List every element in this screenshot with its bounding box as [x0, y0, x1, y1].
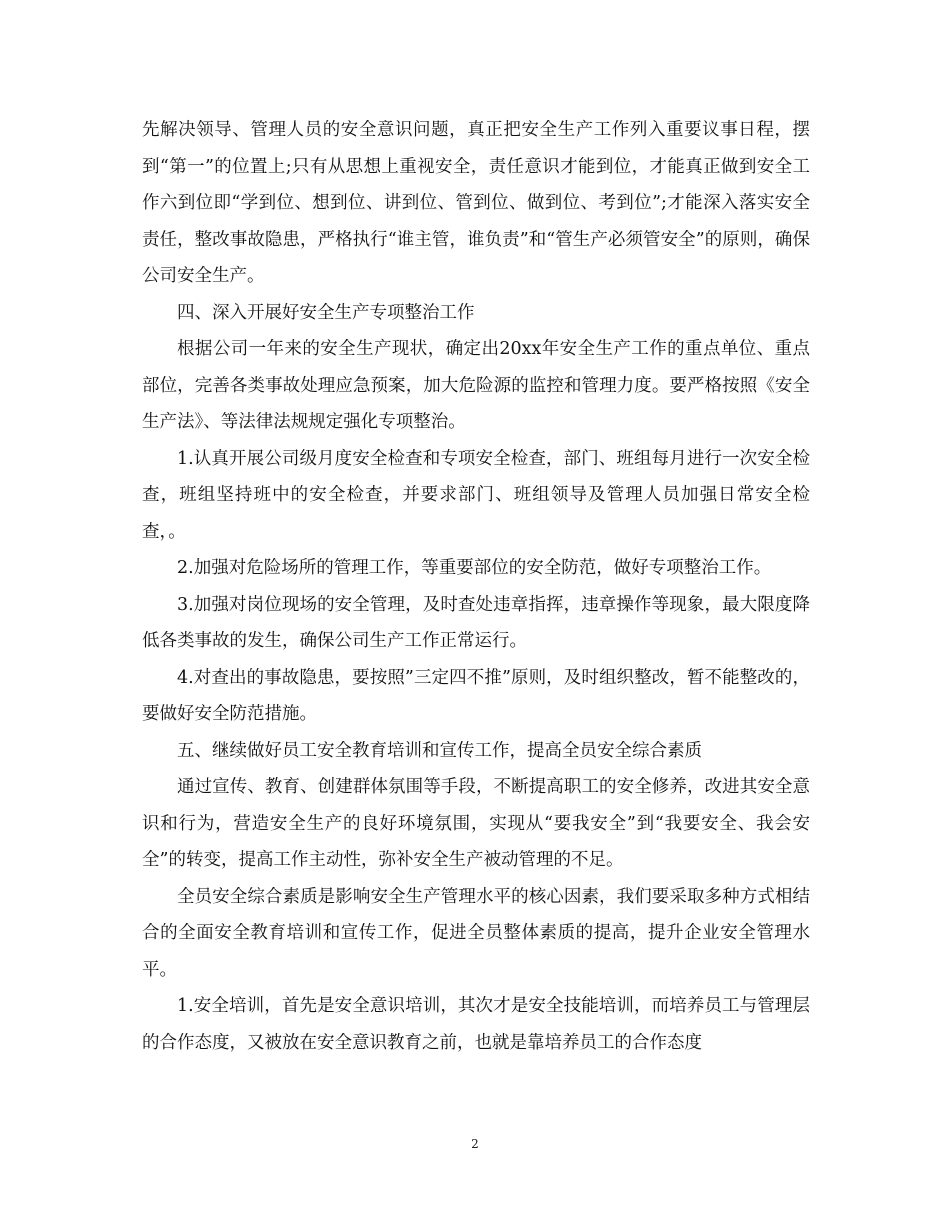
paragraph: 先解决领导、管理人员的安全意识问题，真正把安全生产工作列入重要议事日程，摆到“第一”的位置上;只有从思想上重视安全，责任意识才能到位，才能真正做到安全工作六到位即“学到位、想到位、讲到位、管到位、做到位、考到位”;才能深入落实安全责任，整改事故隐患，严格执行“谁主管，谁负责”和“管生产必须管安全”的原则，确保公司安全生产。	[142, 120, 810, 286]
list-item: 3.加强对岗位现场的安全管理，及时查处违章指挥，违章操作等现象，最大限度降低各类事故的发生，确保公司生产工作正常运行。	[142, 594, 810, 651]
document-body	[142, 112, 810, 1061]
list-item: 1.安全培训，首先是安全意识培训，其次才是安全技能培训，而培养员工与管理层的合作态度，又被放在安全意识教育之前，也就是靠培养员工的合作态度	[142, 996, 810, 1053]
section-heading: 四、深入开展好安全生产专项整治工作	[177, 302, 475, 323]
paragraph: 通过宣传、教育、创建群体氛围等手段，不断提高职工的安全修养，改进其安全意识和行为，营造安全生产的良好环境氛围，实现从“要我安全”到“我要安全、我会安全”的转变，提高工作主动性，弥补安全生产被动管理的不足。	[142, 777, 810, 870]
list-item: 4.对查出的事故隐患，要按照”三定四不推”原则，及时组织整改，暂不能整改的，要做好安全防范措施。	[142, 667, 810, 724]
list-item: 2.加强对危险场所的管理工作，等重要部位的安全防范，做好专项整治工作。	[177, 558, 772, 578]
paragraph: 全员安全综合素质是影响安全生产管理水平的核心因素，我们要采取多种方式相结合的全面安全教育培训和宣传工作，促进全员整体素质的提高，提升企业安全管理水平。	[142, 886, 810, 980]
paragraph: 根据公司一年来的安全生产现状，确定出20xx年安全生产工作的重点单位、重点部位，完善各类事故处理应急预案，加大危险源的监控和管理力度。要严格按照《安全生产法》、等法律法规规定强化专项整治。	[142, 339, 810, 432]
section-heading: 五、继续做好员工安全教育培训和宣传工作，提高全员安全综合素质	[177, 740, 702, 761]
list-item: 1.认真开展公司级月度安全检查和专项安全检查，部门、班组每月进行一次安全检查，班组坚持班中的安全检查，并要求部门、班组领导及管理人员加强日常安全检查，。	[142, 448, 810, 542]
page-number: 2	[471, 1137, 479, 1151]
